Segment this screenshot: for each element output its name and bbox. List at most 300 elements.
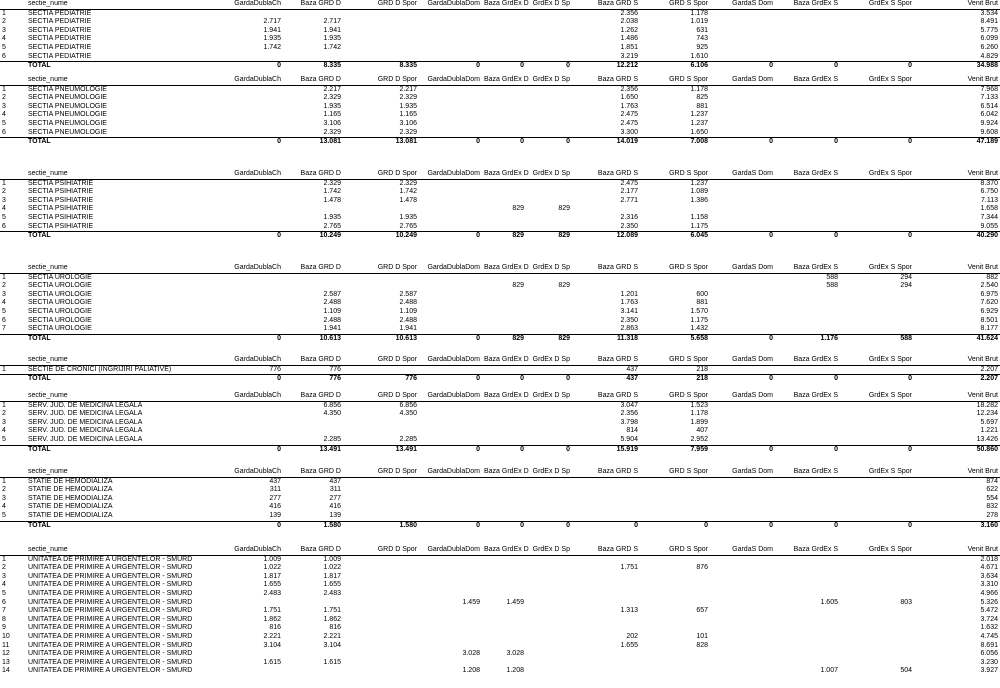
table-row-cell: 2.038 xyxy=(620,18,638,26)
table-row-cell: 9.924 xyxy=(980,119,998,127)
total-row-cell: 0 xyxy=(419,521,482,530)
header-row-cell: GrdEx S Spor xyxy=(840,468,914,477)
table-row-cell xyxy=(775,365,840,375)
table-row xyxy=(0,410,1000,419)
total-row-cell: 41.624 xyxy=(914,334,1000,343)
table-row-cell: 2.217 xyxy=(399,85,417,93)
table-row-cell: UNITATEA DE PRIMIRE A URGENTELOR - SMURD xyxy=(28,555,193,563)
table-row-cell xyxy=(482,564,526,573)
table-row-cell: SECTIA PSIHIATRIE xyxy=(28,188,94,196)
total-row-cell: 47.189 xyxy=(914,138,1000,147)
table-row xyxy=(0,477,1000,486)
table-row-cell: 7.620 xyxy=(980,299,998,307)
table-row-cell: 2.356 xyxy=(620,85,638,93)
table-row-cell: 829 xyxy=(512,205,524,213)
table-row-cell xyxy=(526,94,572,103)
table-row-cell xyxy=(710,410,775,419)
total-row-cell: 0 xyxy=(482,138,526,147)
table-row-cell: SECTIA UROLOGIE xyxy=(28,290,92,298)
header-row-cell: Venit Brut xyxy=(914,356,1000,365)
table-row-cell xyxy=(572,503,640,512)
table-row-cell xyxy=(572,624,640,633)
table-row-cell xyxy=(775,590,840,599)
table-row-cell xyxy=(343,659,419,668)
table-row xyxy=(0,419,1000,428)
table-row-cell: 1.221 xyxy=(980,427,998,435)
table-row-cell xyxy=(840,401,914,410)
table-row-cell: 3.230 xyxy=(980,658,998,666)
table-row-cell xyxy=(526,120,572,129)
table-row-cell: 1 xyxy=(2,179,6,187)
table-row-cell: 1.022 xyxy=(323,564,341,572)
table-row-cell: 3.724 xyxy=(980,615,998,623)
table-row-cell xyxy=(343,633,419,642)
section-table xyxy=(0,170,1000,241)
table-row-cell xyxy=(482,616,526,625)
table-row-cell xyxy=(572,573,640,582)
table-row-cell: 6.856 xyxy=(323,401,341,409)
header-row-cell: Baza GRD D xyxy=(283,392,343,401)
table-row-cell: UNITATEA DE PRIMIRE A URGENTELOR - SMURD xyxy=(28,632,193,640)
table-row-cell: 600 xyxy=(696,290,708,298)
table-row-cell: 2 xyxy=(2,282,6,290)
table-row-cell xyxy=(640,581,710,590)
table-row-cell: UNITATEA DE PRIMIRE A URGENTELOR - SMURD xyxy=(28,658,193,666)
table-row-cell xyxy=(482,581,526,590)
table-row-cell xyxy=(710,599,775,608)
table-row-cell: 1.605 xyxy=(820,598,838,606)
header-row-cell: GardaDublaDom xyxy=(419,0,482,9)
table-row-cell: UNITATEA DE PRIMIRE A URGENTELOR - SMURD xyxy=(28,615,193,623)
header-row-cell: GrdEx S Spor xyxy=(840,392,914,401)
table-row-cell xyxy=(343,495,419,504)
header-row-cell: GardaDublaCh xyxy=(201,356,283,365)
table-row-cell xyxy=(419,503,482,512)
table-row-cell xyxy=(343,27,419,36)
table-row-cell: 1.208 xyxy=(506,667,524,675)
table-row-cell: 2.771 xyxy=(620,196,638,204)
table-row-cell: 1.237 xyxy=(690,119,708,127)
table-row-cell xyxy=(482,179,526,188)
table-row-cell: 1.175 xyxy=(690,316,708,324)
table-row-cell xyxy=(840,616,914,625)
total-row-cell xyxy=(0,521,26,530)
table-row-cell: 1.655 xyxy=(620,641,638,649)
table-row-cell: 2.329 xyxy=(399,179,417,187)
table-row-cell: 3.104 xyxy=(263,641,281,649)
total-row-cell: 50.860 xyxy=(914,445,1000,454)
total-row-cell: 0 xyxy=(201,138,283,147)
table-row-cell: 7.344 xyxy=(980,213,998,221)
table-row-cell: 6.514 xyxy=(980,102,998,110)
table-row-cell xyxy=(419,325,482,334)
table-row-cell: 277 xyxy=(329,494,341,502)
table-row-cell xyxy=(572,581,640,590)
table-row-cell xyxy=(710,401,775,410)
table-row-cell xyxy=(775,325,840,334)
table-row-cell: 2.483 xyxy=(323,589,341,597)
table-row-cell xyxy=(201,419,283,428)
total-row-cell: 588 xyxy=(840,334,914,343)
table-row-cell xyxy=(526,410,572,419)
table-row-cell xyxy=(775,27,840,36)
table-row-cell xyxy=(640,624,710,633)
table-row-cell: 11 xyxy=(2,641,10,649)
table-row-cell xyxy=(572,555,640,564)
table-row-cell xyxy=(419,188,482,197)
table-row xyxy=(0,282,1000,291)
header-row xyxy=(0,76,1000,85)
table-row-cell: 6 xyxy=(2,222,6,230)
table-row-cell xyxy=(419,419,482,428)
table-row-cell xyxy=(775,129,840,138)
total-row-cell: 0 xyxy=(840,521,914,530)
table-row-cell: 218 xyxy=(696,365,708,373)
table-row-cell xyxy=(640,555,710,564)
total-row-cell: TOTAL xyxy=(26,334,201,343)
table-row-cell xyxy=(710,477,775,486)
table-row-cell: 4.671 xyxy=(980,564,998,572)
table-row-cell xyxy=(343,282,419,291)
table-row-cell: 139 xyxy=(329,511,341,519)
table-row-cell xyxy=(526,291,572,300)
table-row-cell: 3.047 xyxy=(620,401,638,409)
table-row-cell xyxy=(775,659,840,668)
table-row-cell: 4 xyxy=(2,427,6,435)
table-row-cell xyxy=(343,53,419,62)
table-row-cell: 294 xyxy=(900,282,912,290)
table-row-cell xyxy=(526,308,572,317)
total-row-cell: 34.988 xyxy=(914,62,1000,71)
table-row-cell xyxy=(775,624,840,633)
table-row-cell: 3.106 xyxy=(399,119,417,127)
table-row-cell xyxy=(482,427,526,436)
table-row-cell xyxy=(840,581,914,590)
table-row-cell: 139 xyxy=(269,511,281,519)
table-row-cell xyxy=(482,94,526,103)
table-row-cell xyxy=(710,436,775,445)
table-row-cell xyxy=(775,299,840,308)
table-row-cell xyxy=(710,308,775,317)
table-row-cell xyxy=(840,495,914,504)
header-row-cell: GrdEx D Sp xyxy=(526,546,572,555)
table-row-cell: UNITATEA DE PRIMIRE A URGENTELOR - SMURD xyxy=(28,624,193,632)
header-row-cell: GardaDublaDom xyxy=(419,468,482,477)
total-row-cell: 829 xyxy=(482,334,526,343)
table-row-cell xyxy=(482,401,526,410)
total-row-cell: 15.919 xyxy=(572,445,640,454)
table-row-cell: 1.935 xyxy=(323,102,341,110)
table-row-cell: SECTIA PNEUMOLOGIE xyxy=(28,128,107,136)
table-row-cell: SECTIA PNEUMOLOGIE xyxy=(28,85,107,93)
table-row-cell xyxy=(775,401,840,410)
table-row-cell xyxy=(482,642,526,651)
table-row-cell: SECTIA PNEUMOLOGIE xyxy=(28,111,107,119)
table-row-cell xyxy=(710,667,775,676)
table-row-cell: 5 xyxy=(2,511,6,519)
header-row-cell: Baza GrdEx S xyxy=(775,468,840,477)
table-row xyxy=(0,103,1000,112)
table-row-cell xyxy=(526,495,572,504)
header-row-cell xyxy=(0,170,26,179)
table-row-cell xyxy=(775,94,840,103)
table-row-cell xyxy=(840,427,914,436)
table-row-cell xyxy=(419,659,482,668)
table-row-cell xyxy=(710,616,775,625)
table-row-cell: 4 xyxy=(2,299,6,307)
table-row-cell: 3.104 xyxy=(323,641,341,649)
table-row xyxy=(0,120,1000,129)
header-row-cell: GardaS Dom xyxy=(710,0,775,9)
table-row xyxy=(0,299,1000,308)
table-row-cell: UNITATEA DE PRIMIRE A URGENTELOR - SMURD xyxy=(28,581,193,589)
header-row-cell: GRD D Spor xyxy=(343,468,419,477)
table-row-cell xyxy=(343,616,419,625)
table-row-cell: 437 xyxy=(269,477,281,485)
table-row-cell xyxy=(710,486,775,495)
table-row-cell: SECTIA UROLOGIE xyxy=(28,307,92,315)
table-row-cell xyxy=(775,436,840,445)
header-row-cell: Venit Brut xyxy=(914,76,1000,85)
table-row xyxy=(0,9,1000,18)
total-row-cell: 829 xyxy=(526,232,572,241)
table-row xyxy=(0,308,1000,317)
table-row-cell: 816 xyxy=(269,624,281,632)
table-row-cell xyxy=(710,642,775,651)
table-row-cell xyxy=(710,205,775,214)
table-row-cell xyxy=(775,179,840,188)
table-row-cell xyxy=(710,555,775,564)
table-row xyxy=(0,18,1000,27)
table-row-cell: 4 xyxy=(2,35,6,43)
table-row-cell xyxy=(710,564,775,573)
table-row xyxy=(0,555,1000,564)
table-row-cell xyxy=(640,573,710,582)
header-row xyxy=(0,356,1000,365)
table-row-cell: 554 xyxy=(986,494,998,502)
table-row-cell xyxy=(482,35,526,44)
table-row-cell xyxy=(419,291,482,300)
table-row-cell xyxy=(283,419,343,428)
table-row-cell: 13 xyxy=(2,658,10,666)
table-row-cell xyxy=(419,205,482,214)
header-row-cell: Baza GRD D xyxy=(283,264,343,273)
header-row-cell: Baza GRD S xyxy=(572,76,640,85)
table-row-cell: 1.523 xyxy=(690,401,708,409)
table-row-cell xyxy=(710,427,775,436)
table-row-cell: 622 xyxy=(986,486,998,494)
table-row-cell xyxy=(840,308,914,317)
table-row-cell xyxy=(840,555,914,564)
header-row-cell: Baza GRD S xyxy=(572,468,640,477)
table-row-cell xyxy=(840,659,914,668)
total-row-cell: 437 xyxy=(572,375,640,384)
table-row-cell: SECTIA PSIHIATRIE xyxy=(28,196,94,204)
header-row-cell: Baza GRD S xyxy=(572,264,640,273)
table-row xyxy=(0,607,1000,616)
table-row-cell xyxy=(840,35,914,44)
header-row-cell: GardaDublaCh xyxy=(201,392,283,401)
total-row-cell: 11.318 xyxy=(572,334,640,343)
table-row-cell: UNITATEA DE PRIMIRE A URGENTELOR - SMURD xyxy=(28,607,193,615)
table-row-cell xyxy=(775,555,840,564)
header-row-cell: GrdEx S Spor xyxy=(840,356,914,365)
table-row-cell xyxy=(343,642,419,651)
table-row-cell xyxy=(640,659,710,668)
table-row-cell xyxy=(775,103,840,112)
total-row-cell: 0 xyxy=(419,138,482,147)
table-row-cell xyxy=(710,503,775,512)
table-row-cell xyxy=(775,18,840,27)
table-row-cell xyxy=(775,35,840,44)
table-row-cell xyxy=(710,317,775,326)
table-row-cell xyxy=(840,365,914,375)
table-row xyxy=(0,401,1000,410)
header-row xyxy=(0,0,1000,9)
table-row-cell xyxy=(710,197,775,206)
table-row-cell: STATIE DE HEMODIALIZA xyxy=(28,486,113,494)
header-row-cell: GrdEx S Spor xyxy=(840,170,914,179)
table-row-cell: 2.221 xyxy=(263,632,281,640)
table-row-cell: 1.941 xyxy=(323,325,341,333)
table-row-cell xyxy=(840,223,914,232)
table-row-cell xyxy=(710,129,775,138)
total-row-cell: 10.613 xyxy=(283,334,343,343)
table-row-cell xyxy=(775,650,840,659)
table-row-cell: 2.316 xyxy=(620,213,638,221)
table-row-cell: 2.475 xyxy=(620,111,638,119)
header-row-cell: sectie_nume xyxy=(26,356,201,365)
table-row-cell xyxy=(775,607,840,616)
table-row-cell: 1.262 xyxy=(620,26,638,34)
table-row-cell: 4.350 xyxy=(323,410,341,418)
table-row-cell: 2.356 xyxy=(620,410,638,418)
header-row-cell xyxy=(0,468,26,477)
header-row-cell: GRD D Spor xyxy=(343,76,419,85)
table-row-cell: UNITATEA DE PRIMIRE A URGENTELOR - SMURD xyxy=(28,641,193,649)
table-row-cell xyxy=(775,581,840,590)
header-row-cell: GRD S Spor xyxy=(640,76,710,85)
table-row-cell xyxy=(526,503,572,512)
header-row-cell: GardaDublaDom xyxy=(419,76,482,85)
table-row-cell: 814 xyxy=(626,427,638,435)
table-row-cell: 5 xyxy=(2,213,6,221)
table-row-cell xyxy=(343,9,419,18)
table-row-cell xyxy=(710,9,775,18)
table-row-cell xyxy=(343,650,419,659)
table-row-cell xyxy=(343,427,419,436)
table-row-cell: 2.488 xyxy=(323,316,341,324)
table-row-cell xyxy=(840,179,914,188)
table-row-cell: 3.634 xyxy=(980,572,998,580)
header-row-cell: GrdEx S Spor xyxy=(840,76,914,85)
table-row-cell: 3.141 xyxy=(620,307,638,315)
table-row-cell xyxy=(283,650,343,659)
table-row-cell xyxy=(283,53,343,62)
header-row-cell: Baza GRD S xyxy=(572,0,640,9)
table-row-cell: 1.862 xyxy=(263,615,281,623)
table-row-cell: 1.935 xyxy=(399,213,417,221)
table-row-cell: 882 xyxy=(986,273,998,281)
header-row-cell: Baza GrdEx D xyxy=(482,356,526,365)
total-row-cell: 0 xyxy=(775,521,840,530)
table-row xyxy=(0,564,1000,573)
table-row-cell: 277 xyxy=(269,494,281,502)
header-row-cell: GrdEx D Sp xyxy=(526,76,572,85)
table-row-cell xyxy=(710,35,775,44)
table-row-cell: UNITATEA DE PRIMIRE A URGENTELOR - SMURD xyxy=(28,572,193,580)
table-row-cell xyxy=(526,624,572,633)
table-row-cell: 3.219 xyxy=(620,52,638,60)
table-row-cell: STATIE DE HEMODIALIZA xyxy=(28,511,113,519)
table-row-cell xyxy=(419,299,482,308)
table-row-cell xyxy=(482,53,526,62)
table-row-cell xyxy=(572,273,640,282)
table-row-cell xyxy=(840,607,914,616)
table-row-cell: 6.099 xyxy=(980,35,998,43)
section-table xyxy=(0,546,1000,676)
table-row-cell: 1.019 xyxy=(690,18,708,26)
total-row-cell xyxy=(0,232,26,241)
table-row-cell xyxy=(343,581,419,590)
table-row xyxy=(0,188,1000,197)
table-row-cell xyxy=(775,564,840,573)
table-row-cell: 1.237 xyxy=(690,179,708,187)
table-row-cell: 12 xyxy=(2,650,10,658)
table-row xyxy=(0,94,1000,103)
header-row-cell: Baza GrdEx S xyxy=(775,170,840,179)
total-row-cell: 14.019 xyxy=(572,138,640,147)
table-row-cell: 2.475 xyxy=(620,179,638,187)
table-row-cell xyxy=(572,282,640,291)
table-row-cell xyxy=(840,512,914,521)
table-row-cell: SECTIA UROLOGIE xyxy=(28,325,92,333)
table-row-cell: 9 xyxy=(2,624,6,632)
table-row-cell: 1.742 xyxy=(399,188,417,196)
table-row-cell xyxy=(419,410,482,419)
table-row-cell xyxy=(419,120,482,129)
table-row-cell xyxy=(419,486,482,495)
table-row-cell xyxy=(840,120,914,129)
total-row-cell: 1.176 xyxy=(775,334,840,343)
table-row-cell xyxy=(482,27,526,36)
table-row xyxy=(0,291,1000,300)
table-row-cell xyxy=(526,44,572,53)
table-row-cell xyxy=(419,365,482,375)
table-row-cell: 6.042 xyxy=(980,111,998,119)
header-row-cell: GRD D Spor xyxy=(343,0,419,9)
header-row-cell: GardaDublaDom xyxy=(419,264,482,273)
total-row-cell: 0 xyxy=(640,521,710,530)
total-row-cell: 0 xyxy=(775,375,840,384)
total-row-cell: 6.106 xyxy=(640,62,710,71)
table-row-cell xyxy=(526,573,572,582)
table-row-cell: 816 xyxy=(329,624,341,632)
header-row-cell: GardaDublaCh xyxy=(201,170,283,179)
total-row-cell: 0 xyxy=(710,62,775,71)
table-row-cell: 1.178 xyxy=(690,85,708,93)
table-row-cell xyxy=(840,410,914,419)
header-row xyxy=(0,392,1000,401)
total-row xyxy=(0,334,1000,343)
total-row-cell: 13.081 xyxy=(343,138,419,147)
table-row-cell xyxy=(710,94,775,103)
table-row-cell: 1.386 xyxy=(690,196,708,204)
table-row-cell: 2.350 xyxy=(620,222,638,230)
table-row-cell: 9.055 xyxy=(980,222,998,230)
table-row-cell xyxy=(840,85,914,94)
total-row-cell: 0 xyxy=(201,445,283,454)
